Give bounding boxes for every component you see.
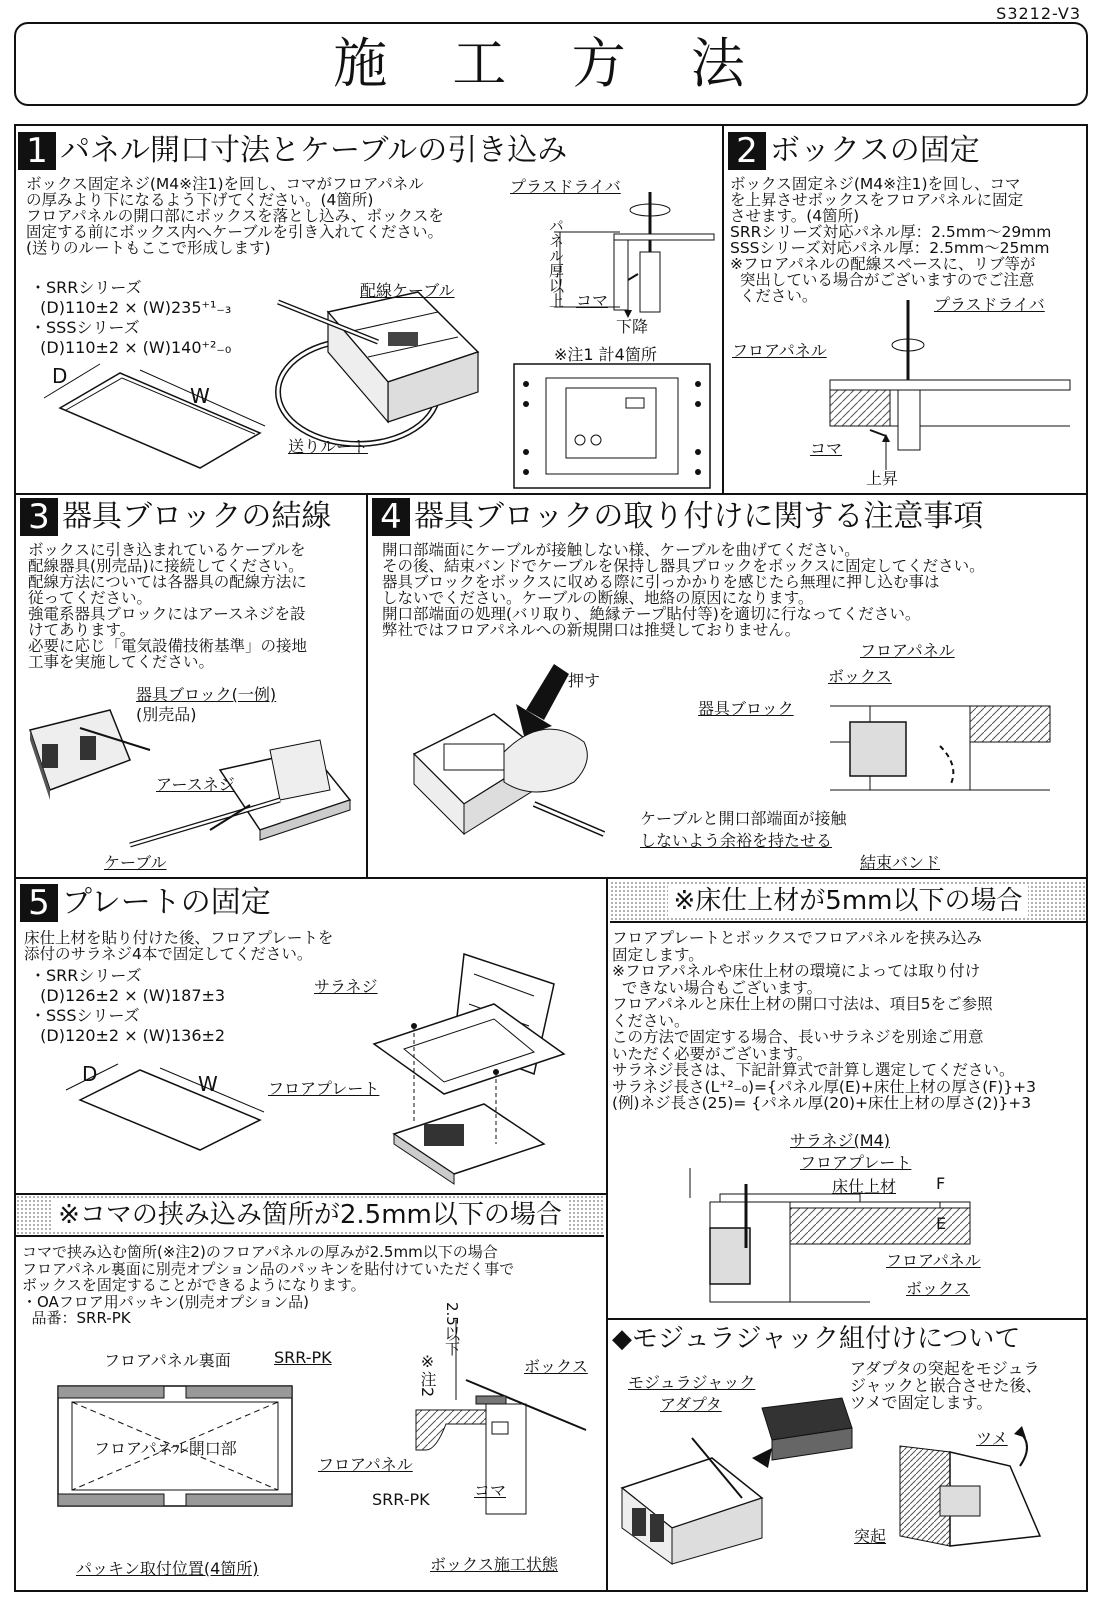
packing-position-label: パッキン取付位置(4箇所) bbox=[76, 1559, 259, 1578]
plate-clamp-section-diagram bbox=[680, 1128, 980, 1322]
claw-label: ツメ bbox=[976, 1429, 1008, 1448]
flat-screw-label: サラネジ bbox=[314, 977, 378, 996]
plate-dimension-diagram bbox=[60, 1060, 270, 1154]
install-state-label: ボックス施工状態 bbox=[430, 1555, 558, 1574]
floor-plate-label: フロアプレート bbox=[800, 1153, 912, 1172]
packing-position-diagram bbox=[56, 1346, 332, 1578]
block-label: 器具ブロック bbox=[698, 699, 794, 718]
koma-label: コマ bbox=[474, 1481, 507, 1500]
section-title: 器具ブロックの取り付けに関する注意事項 bbox=[414, 499, 984, 534]
section-5-body: 床仕上材を貼り付けた後、フロアプレートを 添付のサラネジ4本で固定してください。 bbox=[24, 929, 334, 963]
section-6-body: フロアプレートとボックスでフロアパネルを挟み込み 固定します。 ※フロアパネルや床仕上材の環境によっては取り付け できない場合もございます。 フロアパネルと床仕上材の開口寸法は、項目5をご参照 ください。 この方法で固定する場合、長いサラネジを別途ご用意 いただく必要がございます。 サラネジ長さは、下記計算式で計算し選定してください。 サラネジ長さ(L⁺²₋₀)={パネル厚(E)+床仕上材の厚さ(F)}+3 (例)ネジ長さ(25)= {パネル厚(20)+床仕上材の厚さ(2)}+3 bbox=[612, 929, 1037, 1112]
box-label: ボックス bbox=[524, 1357, 588, 1376]
modular-jack-heading bbox=[612, 1322, 1020, 1356]
section-title: ボックスの固定 bbox=[770, 133, 980, 168]
srr-pk-label-2: SRR-PK bbox=[372, 1490, 430, 1509]
divider bbox=[366, 493, 368, 878]
finish-under-5mm-heading: ※床仕上材が5mm以下の場合 bbox=[610, 881, 1086, 923]
cable-label: 配線ケーブル bbox=[360, 281, 455, 300]
section-title: 器具ブロックの結線 bbox=[62, 499, 332, 534]
koma-lowering-diagram bbox=[510, 172, 720, 336]
divider bbox=[14, 877, 1088, 879]
box-installed-section-diagram bbox=[316, 1300, 596, 1574]
section-1-body: ボックス固定ネジ(M4※注1)を回し、コマがフロアパネル の厚みより下になるよう下げてください。(4箇所) フロアパネルの開口部にボックスを落とし込み、ボックスを 固定する前にボックス内へケーブルを引き入れてください。 (送りのルートもここで形成します) bbox=[26, 175, 444, 257]
dimension-d-label: D bbox=[52, 364, 68, 388]
divider bbox=[722, 124, 724, 494]
route-label: 送りルート bbox=[288, 437, 369, 456]
section-number: 2 bbox=[728, 132, 766, 170]
note1-label: ※注1 計4箇所 bbox=[554, 345, 657, 364]
panel-label: フロアパネル bbox=[318, 1455, 413, 1474]
panel-opening-label: フロアパネル開口部 bbox=[94, 1439, 237, 1458]
finish-label: 床仕上材 bbox=[832, 1177, 897, 1196]
push-block-illustration bbox=[404, 664, 624, 868]
section-number: 4 bbox=[372, 498, 410, 536]
up-label: 上昇 bbox=[866, 469, 899, 488]
thickness-label: パネル厚以上 bbox=[547, 218, 565, 308]
dimension-d-label: D bbox=[82, 1062, 98, 1086]
screw-m4-label: サラネジ(M4) bbox=[790, 1131, 890, 1150]
dimension-f-label: F bbox=[936, 1174, 946, 1193]
panel-back-label: フロアパネル裏面 bbox=[104, 1351, 231, 1370]
block-label: 器具ブロック(一例) bbox=[136, 685, 277, 704]
jack-label: モジュラジャック bbox=[628, 1373, 756, 1392]
note2-label: ※注2 bbox=[418, 1352, 437, 1398]
section-4-heading bbox=[372, 498, 983, 536]
cable-label: ケーブル bbox=[104, 853, 167, 872]
section-7-body: コマで挟み込む箇所(※注2)のフロアパネルの厚みが2.5mm以下の場合 フロアパネル裏面に別売オプション品のパッキンを貼付けていただく事で ボックスを固定することができるようになります。 ・OAフロア用パッキン(別売オプション品) 品番：SRR-PK bbox=[22, 1243, 515, 1327]
koma-label: コマ bbox=[576, 291, 609, 310]
driver-label: プラスドライバ bbox=[934, 295, 1045, 314]
section-4-body: 開口部端面にケーブルが接触しない様、ケーブルを曲げてください。 その後、結束バンドでケーブルを保持し器具ブロックをボックスに固定してください。 器具ブロックをボックスに収める際に引っかかりを感じたら無理に押し込む事は しないでください。ケーブルの断線、地絡の原因になります。 開口部端面の処理(バリ取り、絶縁テープ貼付等)を適切に行なってください。 弊社ではフロアパネルへの新規開口は推奨しておりません。 bbox=[382, 541, 985, 639]
box-label: ボックス bbox=[906, 1279, 970, 1298]
panel-label: フロアパネル bbox=[732, 341, 827, 360]
section-1-series: ・SRRシリーズ (D)110±2 × (W)235⁺¹₋₃ ・SSSシリーズ (D)110±2 × (W)140⁺²₋₀ bbox=[30, 278, 232, 357]
max-25-label: 2.5以下 bbox=[443, 1302, 461, 1356]
section-5-series: ・SRRシリーズ (D)126±2 × (W)187±3 ・SSSシリーズ (D)120±2 × (W)136±2 bbox=[30, 966, 226, 1045]
section-3-heading bbox=[20, 498, 331, 536]
dimension-e-label: E bbox=[936, 1214, 947, 1233]
srr-pk-label: SRR-PK bbox=[274, 1348, 332, 1367]
cable-routing-illustration bbox=[268, 272, 488, 466]
plate-mounting-illustration bbox=[264, 944, 574, 1188]
section-number: 3 bbox=[20, 498, 58, 536]
box-label: ボックス bbox=[828, 667, 892, 686]
bump-label: 突起 bbox=[854, 1527, 887, 1546]
claw-detail-illustration bbox=[850, 1426, 1070, 1570]
section-title: ◆モジュラジャック組付けについて bbox=[612, 1324, 1021, 1354]
koma-label: コマ bbox=[810, 439, 843, 458]
panel-label: フロアパネル bbox=[886, 1251, 981, 1270]
page-title: 施 工 方 法 bbox=[333, 32, 769, 95]
cable-margin-section-diagram bbox=[640, 636, 1060, 872]
section-1-heading bbox=[18, 132, 567, 170]
block-wiring-illustration bbox=[20, 680, 360, 874]
section-5-heading bbox=[20, 884, 271, 922]
koma-raising-diagram bbox=[730, 290, 1070, 494]
section-2-body: ボックス固定ネジ(M4※注1)を回し、コマ を上昇させボックスをフロアパネルに固定 させます。(4箇所) SRRシリーズ対応パネル厚：2.5mm～29mm SSSシリーズ対応パネル厚：2.5mm～25mm ※フロアパネルの配線スペースに、リブ等が 突出している場合がございますのでご注意 ください。 bbox=[730, 175, 1052, 305]
divider bbox=[606, 877, 608, 1592]
section-8-body: アダプタの突起をモジュラ ジャックと嵌合させた後、 ツメで固定します。 bbox=[850, 1359, 1042, 1412]
opening-dimension-diagram bbox=[30, 358, 270, 472]
section-title: パネル開口寸法とケーブルの引き込み bbox=[60, 133, 568, 168]
section-number: 5 bbox=[20, 884, 58, 922]
modular-jack-illustration bbox=[612, 1368, 862, 1572]
band-label: 結束バンド bbox=[860, 853, 941, 872]
dimension-w-label: W bbox=[190, 384, 210, 408]
sold-separately-label: (別売品) bbox=[136, 705, 197, 724]
document-code: S3212-V3 bbox=[996, 4, 1081, 23]
earth-screw-label: アースネジ bbox=[156, 775, 235, 794]
section-title: プレートの固定 bbox=[62, 885, 271, 920]
title-box bbox=[14, 22, 1088, 106]
floor-plate-label: フロアプレート bbox=[268, 1079, 380, 1098]
section-3-body: ボックスに引き込まれているケーブルを 配線器具(別売品)に接続してください。 配線方法については各器具の配線方法に 従ってください。 強電系器具ブロックにはアースネジを設 けてあります。 必要に応じ「電気設備技術基準」の接地 工事を実施してください。 bbox=[28, 541, 308, 671]
down-label: 下降 bbox=[616, 317, 649, 336]
adapter-label: アダプタ bbox=[660, 1395, 722, 1414]
section-2-heading bbox=[728, 132, 980, 170]
section-number: 1 bbox=[18, 132, 56, 170]
koma-under-25mm-heading: ※コマの挟み込み箇所が2.5mm以下の場合 bbox=[16, 1195, 604, 1237]
dimension-w-label: W bbox=[198, 1072, 218, 1096]
margin-label-line1: ケーブルと開口部端面が接触 bbox=[640, 809, 847, 828]
driver-label: プラスドライバ bbox=[510, 177, 621, 196]
push-label: 押す bbox=[568, 671, 601, 690]
margin-label-line2: しないよう余裕を持たせる bbox=[640, 831, 833, 850]
panel-label: フロアパネル bbox=[860, 641, 955, 660]
